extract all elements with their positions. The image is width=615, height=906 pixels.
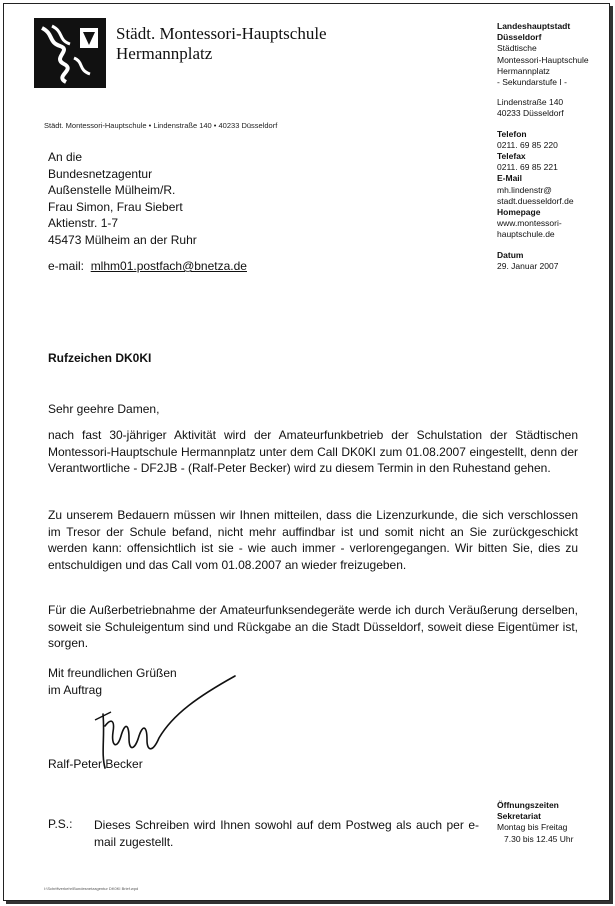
sender-address-line: Städt. Montessori-Hauptschule • Lindenstraße 140 • 40233 Düsseldorf	[44, 121, 278, 130]
recipient-email	[48, 259, 247, 273]
ps-text: Dieses Schreiben wird Ihnen sowohl auf dem Postweg als auch per e-mail zugestellt.	[94, 818, 479, 849]
recipient-line: Bundesnetzagentur	[48, 166, 153, 181]
office-hours	[497, 800, 612, 845]
ps-label: P.S.:	[48, 817, 73, 831]
paragraph-1: nach fast 30-jähriger Aktivität wird der Amateurfunkbetrieb der Schulstation der Städtischen Montessori-Hauptschule Hermannplatz unter dem Call DK0KI zum 01.08.2007 eingestellt, denn der Verantwortliche - DF2JB - (Ralf-Peter Becker) wird zu diesem Termin in den Ruhestand gehen.	[48, 428, 578, 475]
address-line: Lindenstraße 140	[497, 97, 564, 108]
paragraph-3: Für die Außerbetriebnahme der Amateurfunksendegeräte werde ich durch Veräußerung derselben, soweit sie Schuleigentum sind und Rückgabe an die Stadt Düsseldorf, soweit diese Eigentümer ist, sorgen.	[48, 603, 578, 650]
recipient-line: Frau Simon, Frau Siebert	[48, 199, 183, 214]
recipient-line: Aktienstr. 1-7	[48, 216, 119, 230]
email-value-line: stadt.duesseldorf.de	[497, 195, 574, 206]
signer-name: Ralf-Peter Becker	[48, 757, 143, 771]
telefon-label: Telefon	[497, 128, 527, 139]
email-label-sidebar: E-Mail	[497, 173, 523, 184]
letter-subject: Rufzeichen DK0KI	[48, 351, 152, 365]
org-line: Montessori-Hauptschule	[497, 54, 589, 65]
email-value-line: mh.lindenstr@	[497, 184, 552, 195]
school-name-line2: Hermannplatz	[116, 44, 213, 63]
datum-value: 29. Januar 2007	[497, 260, 559, 271]
org-line: Hermannplatz	[497, 65, 550, 76]
salutation: Sehr geehre Damen,	[48, 402, 160, 416]
letter-page	[3, 3, 610, 901]
homepage-label: Homepage	[497, 207, 541, 218]
paragraph-2: Zu unserem Bedauern müssen wir Ihnen mitteilen, dass die Lizenzurkunde, die sich verschlossen im Tresor der Schule befand, nicht mehr auffindbar ist und somit nicht an Sie zurückgeschickt werden kann: offensichtlich ist sie - wie auch immer - verlorengegangen. Wir bitten Sie, dies zu entschuldigen und das Call vom 01.08.2007 an wieder freizugeben.	[48, 508, 578, 572]
email-label: e-mail:	[48, 259, 85, 273]
school-name-line1: Städt. Montessori-Hauptschule	[116, 24, 327, 43]
file-path-footer: I:\Schriftverkehr\Bundesnetzagentur DK0KI Brief.wpd	[44, 886, 139, 891]
email-link[interactable]: mlhm01.postfach@bnetza.de	[90, 259, 247, 273]
recipient-address	[48, 149, 197, 248]
telefax-value: 0211. 69 85 221	[497, 162, 558, 173]
homepage-value-line: www.montessori-	[497, 218, 562, 229]
telefon-value: 0211. 69 85 220	[497, 139, 558, 150]
school-logo	[34, 18, 106, 88]
org-name-line1: Landeshauptstadt	[497, 21, 571, 31]
recipient-line: 45473 Mülheim an der Ruhr	[48, 232, 197, 247]
school-name	[116, 24, 327, 64]
org-name-line2: Düsseldorf	[497, 32, 542, 43]
sidebar-info	[497, 21, 612, 272]
hours-time: 7.30 bis 12.45 Uhr	[504, 833, 574, 844]
hours-label-2: Sekretariat	[497, 811, 541, 822]
org-line: - Sekundarstufe I -	[497, 77, 567, 88]
address-line: 40233 Düsseldorf	[497, 108, 564, 119]
homepage-value-line: hauptschule.de	[497, 229, 555, 240]
org-line: Städtische	[497, 43, 537, 54]
closing-auftrag: im Auftrag	[48, 682, 103, 697]
datum-label: Datum	[497, 249, 524, 260]
telefax-label: Telefax	[497, 151, 526, 162]
hours-days: Montag bis Freitag	[497, 822, 568, 833]
recipient-line: Außenstelle Mülheim/R.	[48, 183, 176, 197]
hours-label-1: Öffnungszeiten	[497, 800, 559, 810]
recipient-line: An die	[48, 150, 83, 164]
closing-greeting: Mit freundlichen Grüßen	[48, 666, 177, 680]
